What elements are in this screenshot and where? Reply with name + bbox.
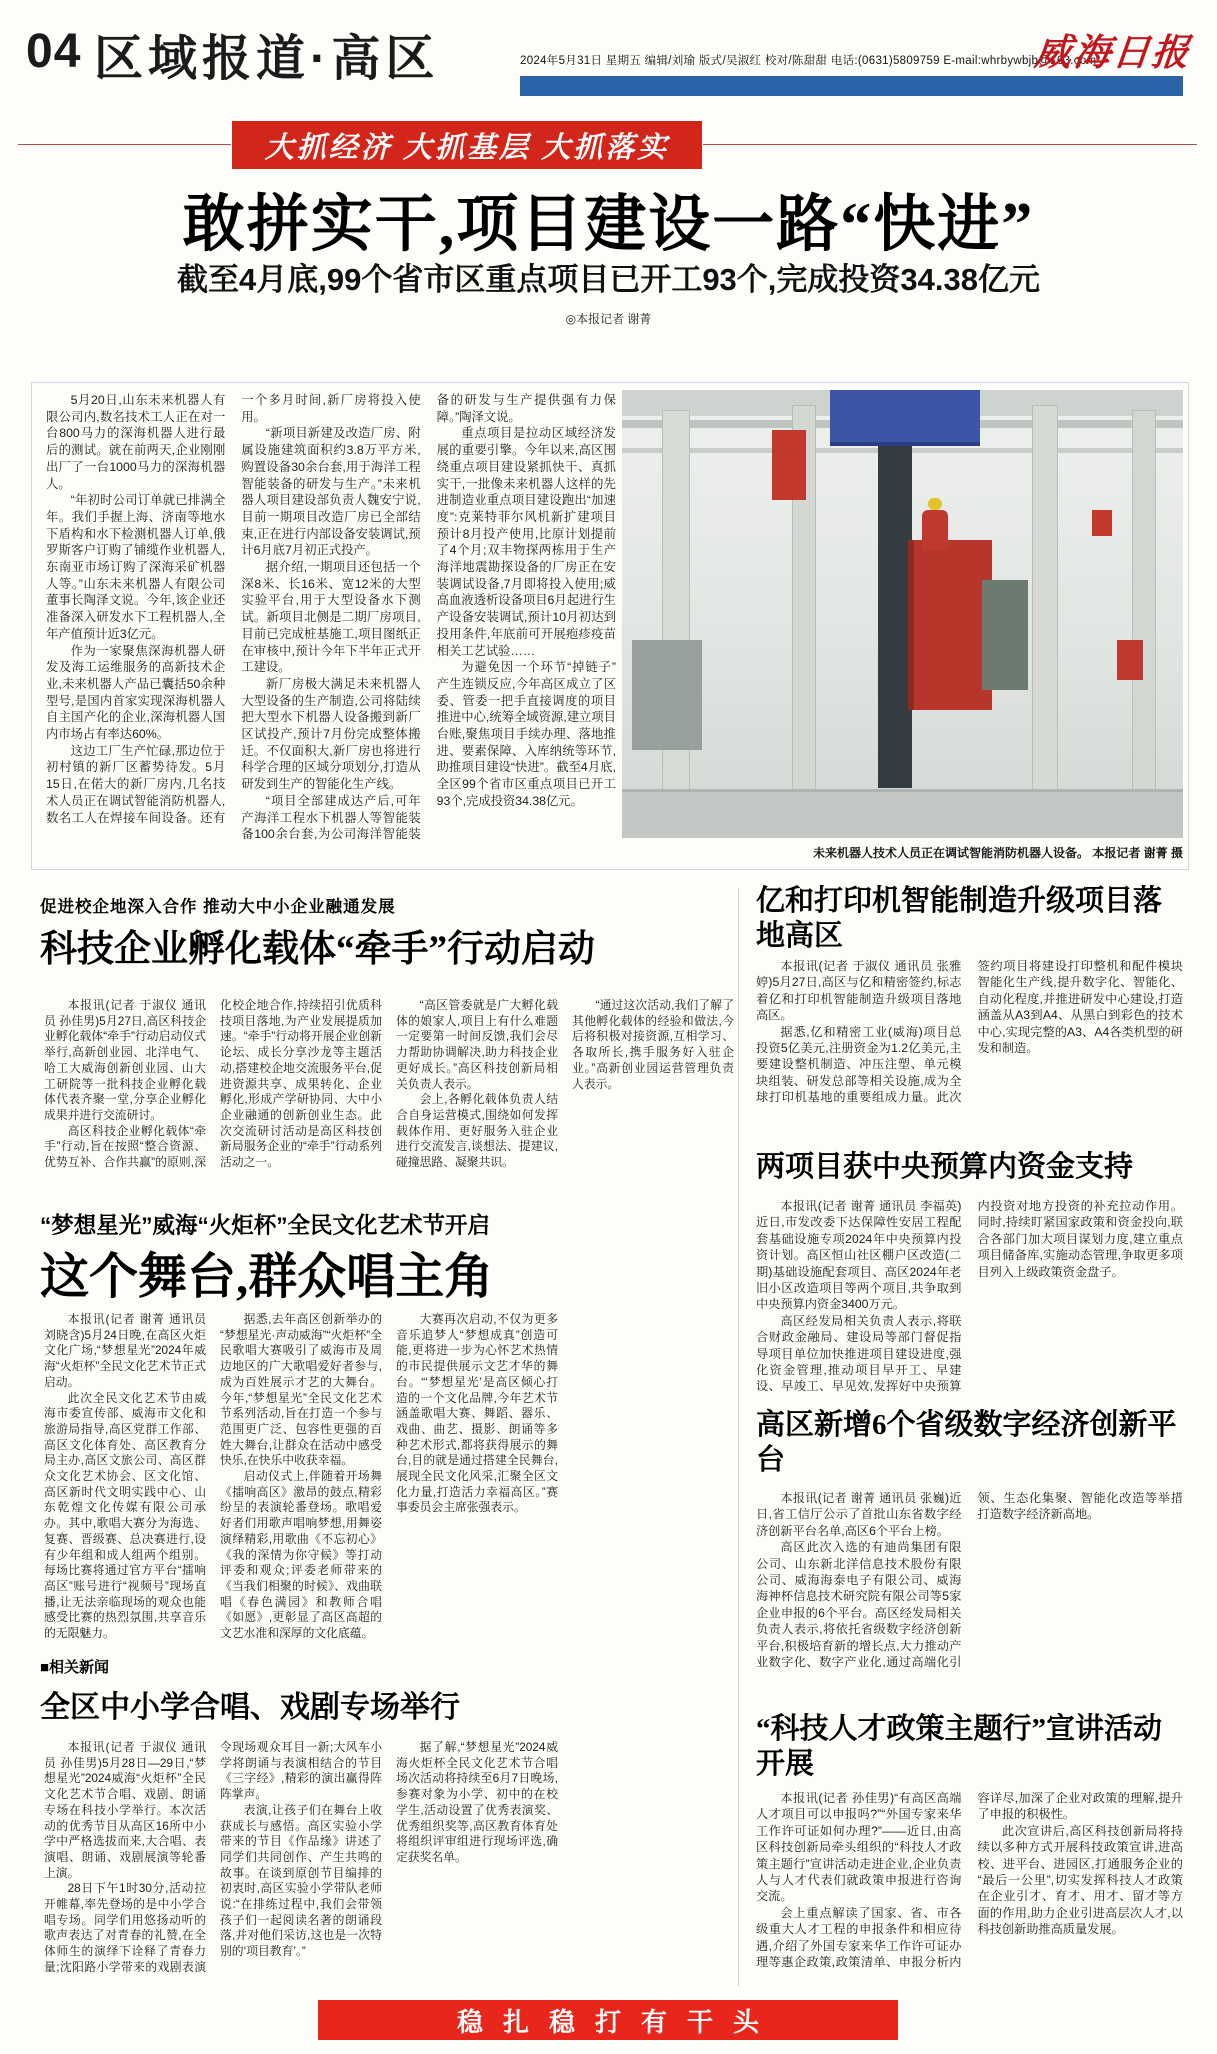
photo-machine-mast (878, 408, 912, 788)
photo-left-machinery (632, 640, 702, 750)
photo-machine-body (908, 540, 992, 710)
news-photo (622, 390, 1183, 838)
photo-red-sign (1092, 510, 1112, 536)
photo-floor (622, 789, 1183, 838)
photo-caption: 未来机器人技术人员正在调试智能消防机器人设备。 本报记者 谢菁 摄 (812, 846, 1183, 860)
talent-policy-headline: “科技人才政策主题行”宣讲活动开展 (756, 1713, 1163, 1780)
edition-meta: 2024年5月31日 星期五 编辑/刘瑜 版式/吴淑红 校对/陈甜甜 电话:(0631)5809759 E-mail:whrbywbjb@163.com (520, 55, 1097, 67)
talent-policy-body: 本报讯(记者 孙佳男)“有高区高端人才项目可以申报吗?”“外国专家来华工作许可证如何办理?”——近日,由高区科技创新局牵头组织的“科技人才政策主题行”宣讲活动走进企业,企业负责人与人才代表们就政策申报进行咨询交流。 会上重点解读了国家、省、市各级重大人才工程的申报条件和相应待遇,介绍了外国专家来华工作许可证办理等惠企政策,政策清单、申报分析内容详尽,加深了企业对政策的理解,提升了申报的积极性。 此次宣讲后,高区科技创新局将持续以多种方式开展科技政策宣讲,进高校、进平台、进园区,打通服务企业的“最后一公里”,切实发挥科技人才政策在企业引才、育才、用才、留才等方面的作用,助力企业引进高层次人才,以科技创新助推高质量发展。 (756, 1791, 1183, 1970)
photo-machine-counterweight (982, 580, 1028, 690)
festival-headline: 这个舞台,群众唱主角 (40, 1249, 494, 1304)
schools-body: 本报讯(记者 于淑仪 通讯员 孙佳男)5月28日—29日,“梦想星光”2024威海“火炬杯”全民文化艺术节合唱、戏剧、朗诵专场在科技小学举行。本次活动的优秀节目从高区16所中小学中严格选拔而来,大合唱、表演唱、朗诵、戏剧展演等轮番上演。 28日下午1时30分,活动拉开帷幕,率先登场的是中小学合唱专场。同学们用悠扬动听的歌声表达了对青春的礼赞,在全体师生的演绎下诠释了青春力量;沈阳路小学带来的戏剧表演令现场观众耳目一新;大风车小学将朗诵与表演相结合的节目《三字经》,精彩的演出赢得阵阵掌声。 表演,让孩子们在舞台上收获成长与感悟。高区实验小学带来的节目《作品缘》讲述了同学们共同创作、产生共鸣的故事。在谈到原创节目编排的初衷时,高区实验小学带队老师说:“在排练过程中,我们会带领孩子们一起阅读名著的朗诵段落,并对他们采访,这也是一次特别的‘项目教育’。” 据了解,“梦想星光”2024威海火炬杯全民文化艺术节合唱场次活动将持续至6月7日晚场,参赛对象为小学、初中的在校学生,活动设置了优秀表演奖、优秀组织奖等,高区教育体育处将组织评审组进行现场评选,确定获奖名单。 (44, 1740, 558, 1974)
photo-worker (922, 510, 948, 550)
photo-wall-column (1032, 405, 1058, 797)
slogan-banner: 大抓经济 大抓基层 大抓落实 (233, 122, 701, 168)
header-blue-bar (520, 76, 1183, 96)
lead-article-body: 5月20日,山东未来机器人有限公司内,数名技术工人正在对一台800马力的深海机器人进行最后的测试。就在前两天,企业刚刚出厂了一台1000马力的深海机器人。 “年初时公司订单就已排满全年。我们手握上海、济南等地水下盾构和水下检测机器人订单,俄罗斯客户订购了铺缆作业机器人,东南亚市场订购了深海采矿机器人等。”山东未来机器人有限公司董事长陶泽文说。今年,该企业还准备深入研发水下工程机器人,全年产值预计近3亿元。 作为一家聚焦深海机器人研发及海工运维服务的高新技术企业,未来机器人产品已囊括50余种型号,是国内首家实现深海机器人自主国产化的企业,深海机器人国内市场占有率达60%。 这边工厂生产忙碌,那边位于初村镇的新厂区蓄势待发。5月15日,在偌大的新厂房内,几名技术人员正在调试智能消防机器人,数名工人在焊接车间设备。还有一个多月时间,新厂房将投入使用。 “新项目新建及改造厂房、附属设施建筑面积约3.8万平方米,购置设备30余台套,用于海洋工程智能装备的研发与生产。”未来机器人项目建设部负责人魏安宁说,目前一期项目改造厂房已全部结束,正在进行内部设备安装调试,预计6月底7月初正式投产。 据介绍,一期项目还包括一个深8米、长16米、宽12米的大型实验平台,用于大型设备水下测试。新项目北侧是二期厂房项目,目前已完成桩基施工,项目图纸正在审核中,预计今年下半年正式开工建设。 新厂房极大满足未来机器人大型设备的生产制造,公司将陆续把大型水下机器人设备搬到新厂区试投产,预计7月份完成整体搬迁。不仅面积大,新厂房也将进行科学合理的区域分项划分,打造从研发到生产的智能化生产线。 “项目全部建成达产后,可年产海洋工程水下机器人等智能装备100余台套,为公司海洋智能装备的研发与生产提供强有力保障。”陶泽文说。 重点项目是拉动区域经济发展的重要引擎。今年以来,高区围绕重点项目建设紧抓快干、真抓实干,一批像未来机器人这样的先进制造业重点项目建设跑出“加速度”:克莱特菲尔风机新扩建项目预计8月投产使用,比原计划提前了4个月;双丰物探两栋用于生产海洋地震勘探设备的厂房正在安装调试设备,7月即将投入使用;威高血液透析设备项目6月起进行生产设备安装调试,预计10月初达到投用条件,年底前可开展疱疹疫苗相关工艺试验…… 为避免因一个环节“掉链子”产生连锁反应,今年高区成立了区委、管委一把手直接调度的项目推进中心,统筹全域资源,建立项目台账,聚焦项目手续办理、落地推进、要素保障、入库纳统等环节,助推项目建设“快进”。截至4月底,全区99个省市区重点项目已开工93个,完成投资34.38亿元。 (46, 393, 616, 842)
right-rail-divider (738, 888, 739, 1986)
lead-headline: 敢拼实干,项目建设一路“快进” (182, 191, 1035, 259)
funding-headline: 两项目获中央预算内资金支持 (756, 1151, 1134, 1183)
yihe-headline: 亿和打印机智能制造升级项目落地高区 (756, 885, 1163, 952)
section-title: 区域报道·高区 (94, 32, 440, 86)
festival-kicker: “梦想星光”威海“火炬杯”全民文化艺术节开启 (40, 1213, 491, 1238)
photo-worker-helmet (928, 498, 942, 510)
photo-machine-top-unit (830, 390, 980, 446)
masthead-logo: 威海日报 (1032, 33, 1193, 74)
related-news-label: ■相关新闻 (40, 1659, 110, 1676)
incubator-headline: 科技企业孵化载体“牵手”行动启动 (40, 929, 595, 970)
banner-rule-right (703, 144, 1197, 145)
yihe-body: 本报讯(记者 于淑仪 通讯员 张雅婷)5月27日,高区与亿和精密签约,标志着亿和打印机智能制造升级项目落地高区。 据悉,亿和精密工业(威海)项目总投资5亿美元,注册资金为1.2亿美元,主要建设整机制造、冲压注塑、单元模块组装、研发总部等相关设施,成为全球打印机基地的重要组成力量。此次签约项目将建设打印整机和配件模块智能化生产线,提升数字化、智能化、自动化程度,并推进研发中心建设,打造涵盖从A3到A4、从黑白到彩色的技术中心,实现完整的A3、A4各类机型的研发和制造。 (756, 959, 1183, 1105)
banner-rule-left (18, 144, 231, 145)
schools-headline: 全区中小学合唱、戏剧专场举行 (40, 1691, 460, 1724)
lead-subhead: 截至4月底,99个省市区重点项目已开工93个,完成投资34.38亿元 (176, 262, 1040, 297)
photo-red-sign (772, 430, 806, 500)
incubator-body: 本报讯(记者 于淑仪 通讯员 孙佳男)5月27日,高区科技企业孵化载体“牵手”行动启动仪式举行,高新创业园、北洋电气、哈工大威海创新创业园、山大工研院等一批科技企业孵化载体代表齐聚一堂,分享企业孵化成果并进行交流研讨。 高区科技企业孵化载体“牵手”行动,旨在按照“整合资源、优势互补、合作共赢”的原则,深化校企地合作,持续招引优质科技项目落地,为产业发展提质加速。“牵手”行动将开展企业创新论坛、成长分享沙龙等主题活动,搭建校企地交流服务平台,促进资源共享、成果转化、企业孵化,形成产学研协同、大中小企业融通的创新创业生态。此次交流研讨活动是高区科技创新局服务企业的“牵手”行动系列活动之一。 “高区管委就是广大孵化载体的娘家人,项目上有什么难题一定要第一时间反馈,我们会尽力帮助协调解决,助力科技企业更好成长。”高区科技创新局相关负责人表示。 会上,各孵化载体负责人结合自身运营模式,围绕如何发挥载体作用、更好服务入驻企业进行交流发言,谈想法、提建议,碰撞思路、凝聚共识。 “通过这次活动,我们了解了其他孵化载体的经验和做法,今后将积极对接资源,互相学习、各取所长,携手服务好入驻企业。”高新创业园运营管理负责人表示。 (44, 998, 734, 1170)
footer-slogan: 稳扎稳打有干头 (318, 2000, 898, 2040)
photo-fire-extinguisher-box (1117, 640, 1143, 680)
photo-wall-column (1132, 410, 1156, 792)
lead-byline: ◎本报记者 谢菁 (565, 312, 652, 326)
funding-body: 本报讯(记者 谢菁 通讯员 李福英)近日,市发改委下达保障性安居工程配套基础设施专项2024年中央预算内投资计划。高区恒山社区棚户区改造(二期)基础设施配套项目、高区2024年老旧小区改造项目等两个项目,共争取到中央预算内资金3400万元。 高区经发局相关负责人表示,将联合财政金融局、建设局等部门督促指导项目单位加快推进项目建设进度,强化资金管理,推动项目早开工、早建设、早竣工、早见效,发挥好中央预算内投资对地方投资的补充拉动作用。同时,持续盯紧国家政策和资金投向,联合各部门加大项目谋划力度,建立重点项目储备库,实施动态管理,争取更多项目列入上级政策资金盘子。 (756, 1199, 1183, 1394)
page-number: 04 (26, 25, 82, 78)
digital-platform-body: 本报讯(记者 谢菁 通讯员 张巍)近日,省工信厅公示了首批山东省数字经济创新平台名单,高区6个平台上榜。 高区此次入选的有迪尚集团有限公司、山东新北洋信息技术股份有限公司、威海海泰电子有限公司、威海海神杯信息技术研究院有限公司等5家企业申报的6个平台。高区经发局相关负责人表示,将依托省级数字经济创新平台,积极培育新的增长点,大力推动产业数字化、数字产业化,通过高端化引领、生态化集聚、智能化改造等举措打造数字经济新高地。 (756, 1491, 1183, 1670)
digital-platform-headline: 高区新增6个省级数字经济创新平台 (756, 1409, 1177, 1476)
incubator-kicker: 促进校企地深入合作 推动大中小企业融通发展 (40, 898, 396, 916)
festival-body: 本报讯(记者 谢菁 通讯员 刘晓含)5月24日晚,在高区火炬文化广场,“梦想星光”2024年威海“火炬杯”全民文化艺术节正式启动。 此次全民文化艺术节由威海市委宣传部、威海市文化和旅游局指导,高区党群工作部、高区文化体育处、高区教育分局主办,高区文旅公司、高区群众文化艺术协会、区文化馆、高区新时代文明实践中心、山东乾煌文化传媒有限公司承办。其中,歌唱大赛分为海选、复赛、晋级赛、总决赛进行,设有少年组和成人组两个组别。每场比赛将通过官方平台“擂响高区”账号进行“视频号”现场直播,让无法亲临现场的观众也能感受比赛的热烈氛围,共享音乐的无限魅力。 据悉,去年高区创新举办的“梦想星光·声动威海”“火炬杯”全民歌唱大赛吸引了威海市及周边地区的广大歌唱爱好者参与,成为百姓展示才艺的大舞台。今年,“梦想星光”全民文化艺术节系列活动,旨在打造一个参与范围更广泛、包容性更强的百姓大舞台,让群众在活动中感受快乐,在快乐中收获幸福。 启动仪式上,伴随着开场舞《擂响高区》激昂的鼓点,精彩纷呈的表演轮番登场。歌唱爱好者们用歌声唱响梦想,用舞姿演绎精彩,用歌曲《不忘初心》《我的深情为你守候》等打动评委和观众;评委老师带来的《当我们相聚的时候》、戏曲联唱《春色满园》和教师合唱《如愿》,更彰显了高区高超的文艺水准和深厚的文化底蕴。 大赛再次启动,不仅为更多音乐追梦人“梦想成真”创造可能,更将进一步为心怀艺术热情的市民提供展示文艺才华的舞台。“‘梦想星光’是高区倾心打造的一个文化品牌,今年艺术节涵盖歌唱大赛、舞蹈、器乐、戏曲、曲艺、摄影、朗诵等多种艺术形式,都将获得展示的舞台,目的就是通过搭建全民舞台,展现全民文化风采,汇聚全区文化力量,打造活力幸福高区。”赛事委员会主席张强表示。 (44, 1312, 558, 1641)
